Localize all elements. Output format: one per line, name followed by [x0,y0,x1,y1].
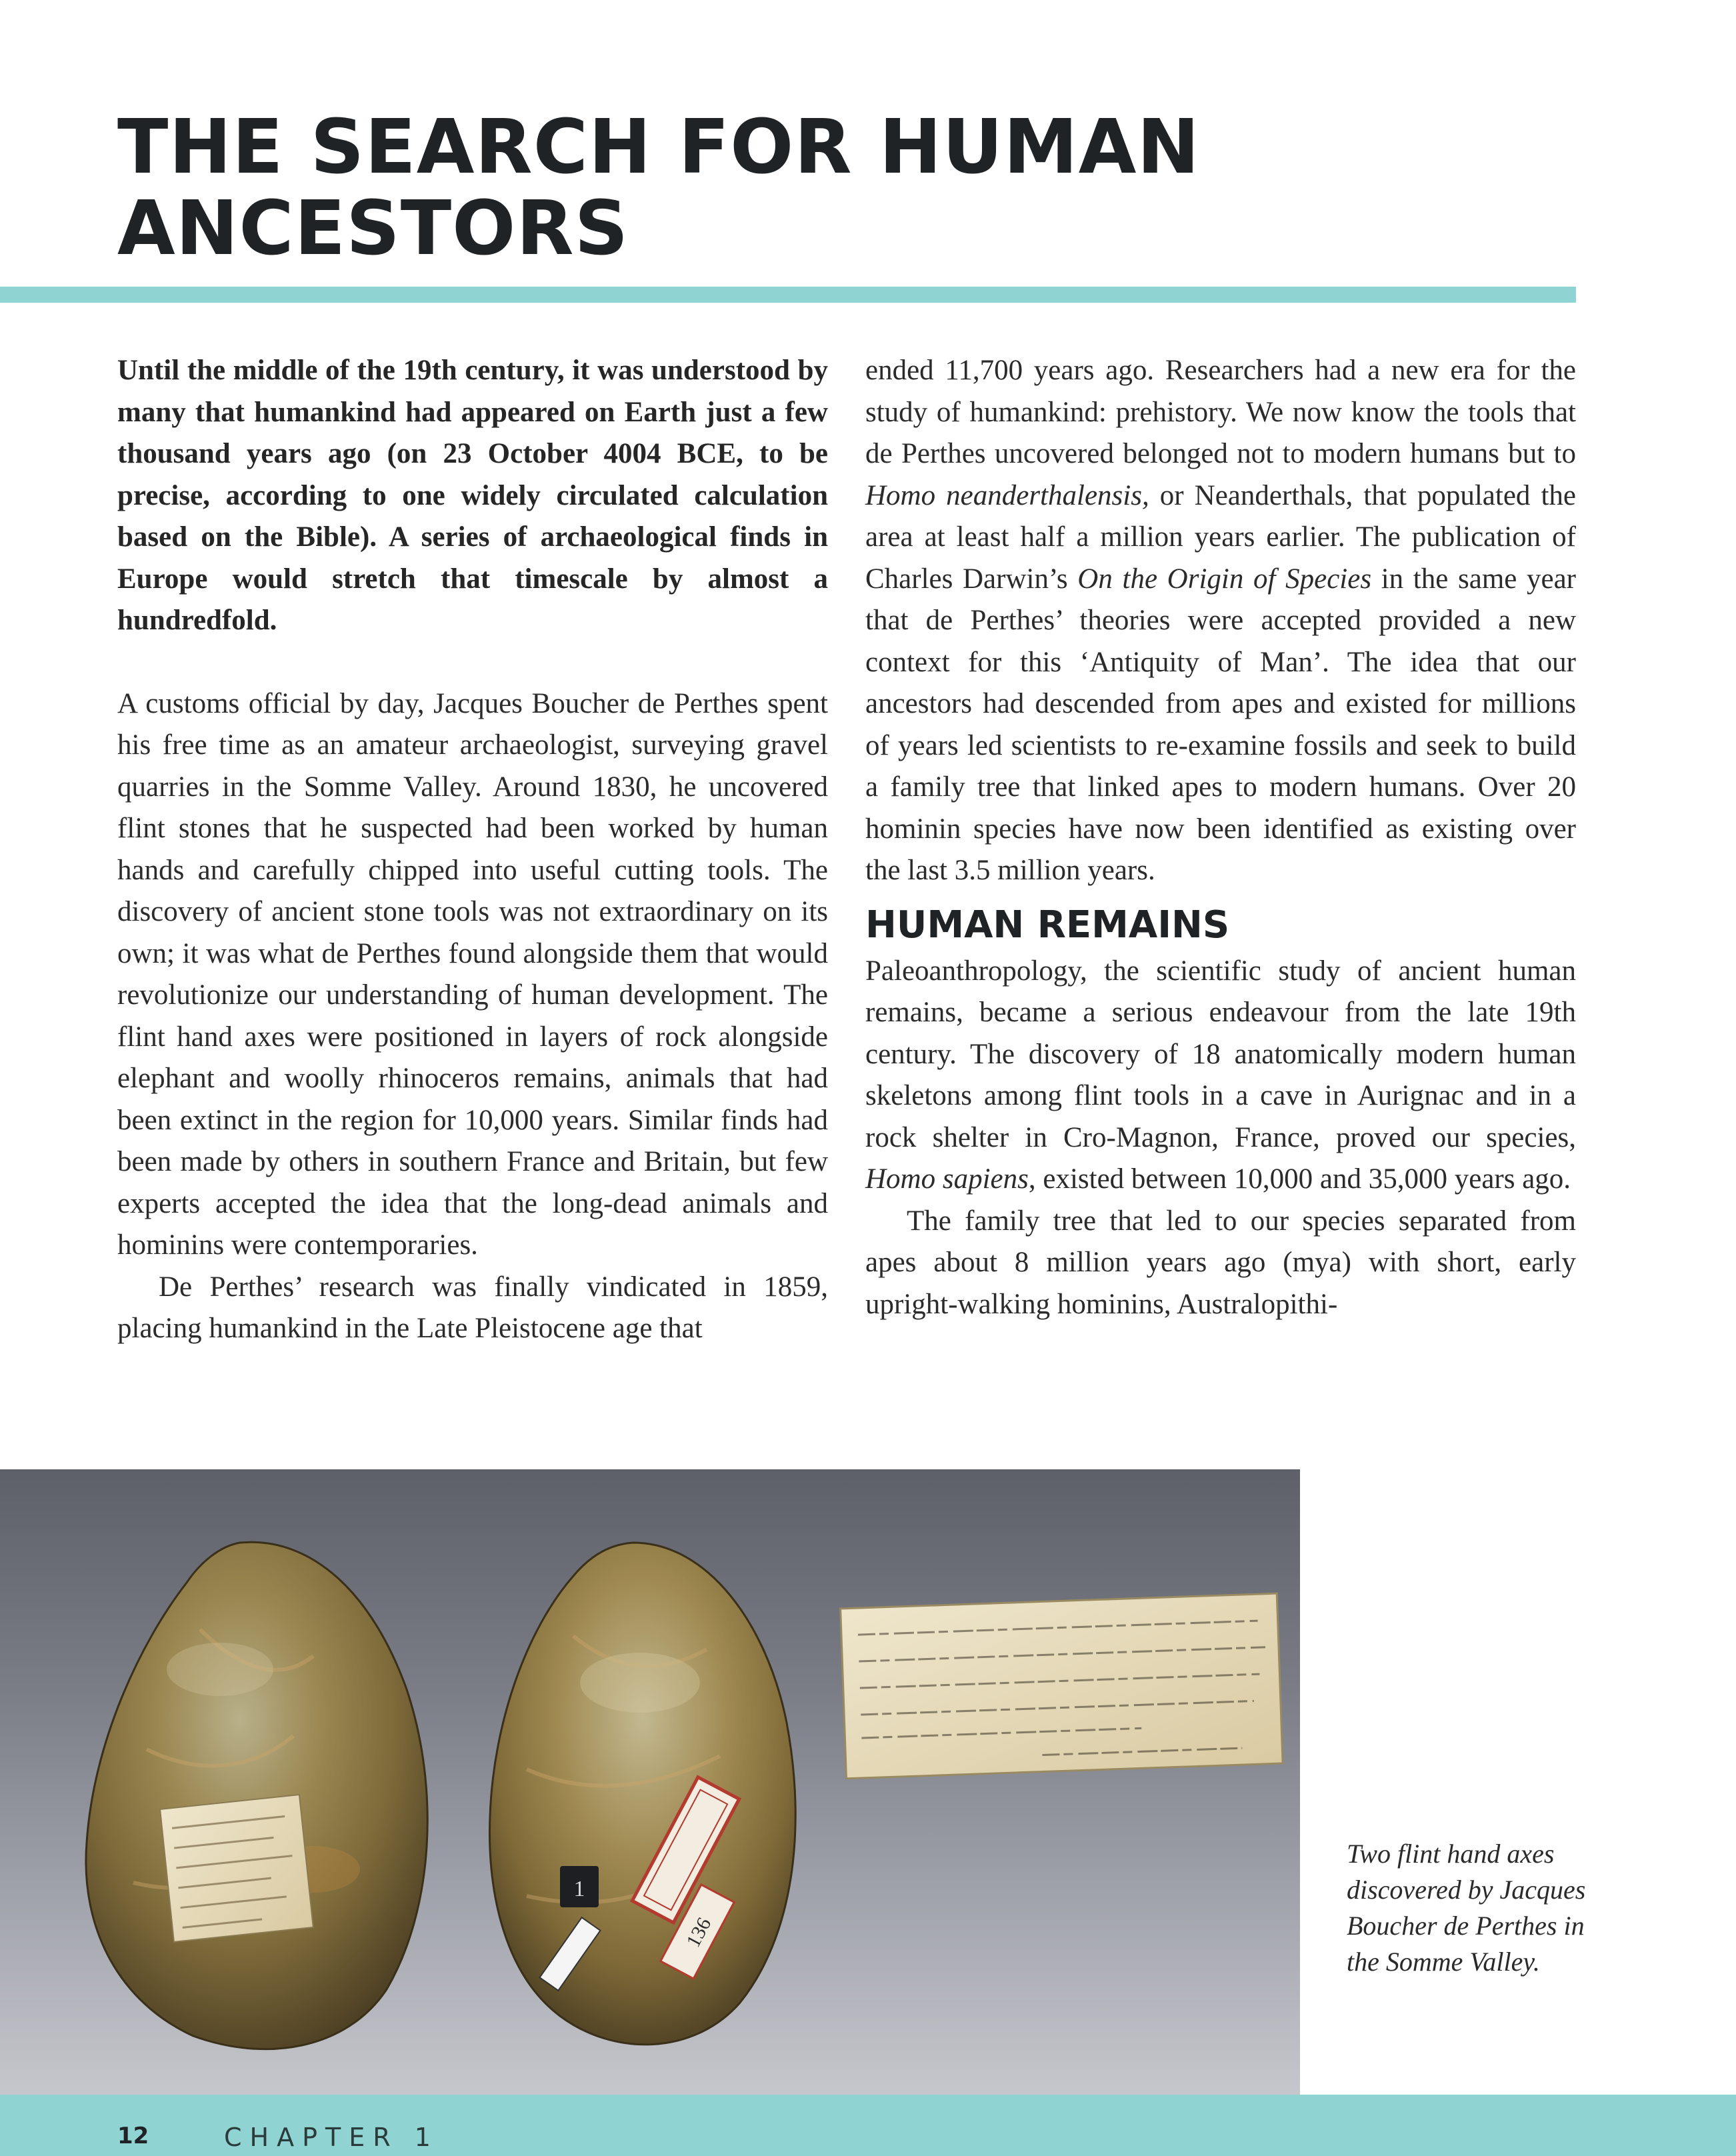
svg-text:136: 136 [682,1914,716,1951]
paragraph-prehistory: ended 11,700 years ago. Researchers had a new era for the study of humankind: prehistory. We now know the tools that de Perthes uncovered belonged not to modern humans but to Homo neanderthalensis, or Neanderthals, that populated the area at least half a million years earlier. The publication of Charles Darwin’s On the Origin of Species in the same year that de Perthes’ theories were accepted provided a new context for this ‘Antiquity of Man’. The idea that our ancestors had descended from apes and existed for millions of years led scientists to re-examine fossils and seek to build a family tree that linked apes to modern humans. Over 20 hominin species have now been identified as existing over the last 3.5 million years. [865,355,1576,886]
chapter-label: CHAPTER 1 [224,2123,439,2152]
subheading-human-remains: HUMAN REMAINS [865,903,1230,947]
hand-axe-right [489,1543,795,2045]
title-line-1: THE SEARCH FOR HUMAN [117,104,1201,191]
hand-axe-left [86,1542,427,2049]
axe-number-tag [560,1866,599,1907]
title-line-2: ANCESTORS [117,185,629,272]
paragraph-family-tree: The family tree that led to our species separated from apes about 8 million years ago (mya) with short, early upright-walking hominins, Australopithi- [865,1205,1576,1320]
title-rule [0,287,1576,303]
page-title [117,104,1251,272]
right-column [865,350,1576,1325]
provenance-card [841,1593,1283,1779]
figure-caption: Two flint hand axes discovered by Jacques Boucher de Perthes in the Somme Valley. [1347,1839,1586,1977]
paragraph-paleoanthropology: Paleoanthropology, the scientific study of ancient human remains, became a serious endeavour from the late 19th century. The discovery of 18 anatomically modern human skeletons among flint tools in a cave in Aurignac and in a rock shelter in Cro-Magnon, France, proved our species, Homo sapiens, existed between 10,000 and 35,000 years ago. [865,955,1576,1195]
paragraph-customs-official: A customs official by day, Jacques Boucher de Perthes spent his free time as an amateur archaeologist, surveying gravel quarries in the Somme Valley. Around 1830, he uncovered flint stones that he suspected had been worked by human hands and carefully chipped into useful cutting tools. The discovery of ancient stone tools was not extraordinary on its own; it was what de Perthes found alongside them that would revolutionize our understanding of human development. The flint hand axes were positioned in layers of rock alongside elephant and woolly rhinoceros remains, animals that had been extinct in the region for 10,000 years. Similar finds had been made by others in southern France and Britain, but few experts accepted the idea that the long-dead animals and hominins were contemporaries. [117,687,828,1261]
svg-text:1: 1 [573,1877,585,1901]
page-number: 12 [117,2123,149,2149]
paragraph-vindicated: De Perthes’ research was finally vindicated in 1859, placing humankind in the Late Pleistocene age that [117,1271,828,1344]
hand-axes-photo [0,1469,1300,2095]
era-abbreviation: BCE [677,438,737,469]
axe-note-label [160,1795,313,1942]
left-column [117,350,828,1350]
intro-paragraph: Until the middle of the 19th century, it was understood by many that humankind had appeared on Earth just a few thousand years ago (on 23 October 4004 BCE, to be precise, according to one widely circulated calculation based on the Bible). A series of archaeological finds in Europe would stretch that timescale by almost a hundredfold. [117,355,828,636]
